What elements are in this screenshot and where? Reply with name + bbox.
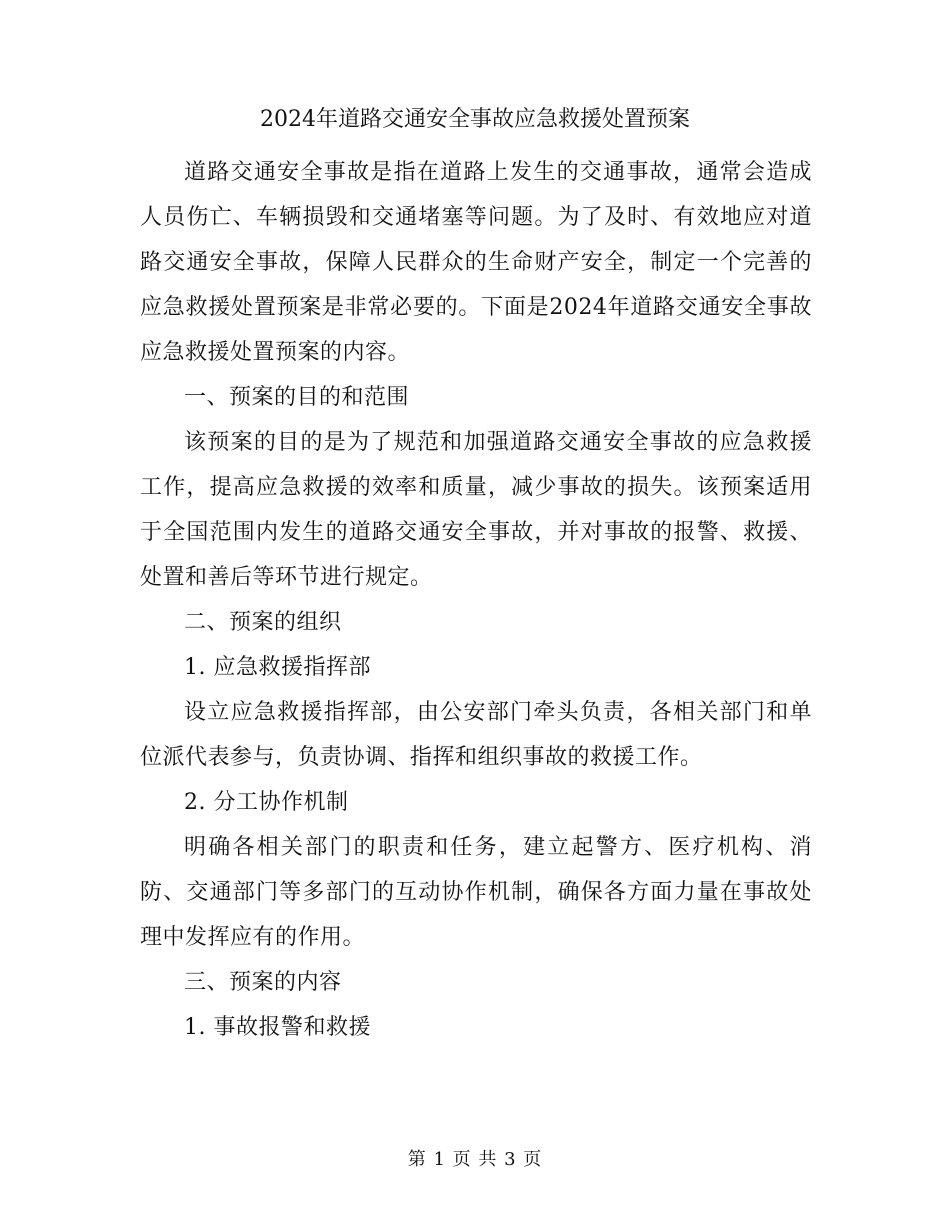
document-title: 2024年道路交通安全事故应急救援处置预案 [260,107,690,132]
section-2-heading: 二、预案的组织 [184,610,342,635]
section-2-sub-2-heading: 2. 分工协作机制 [184,790,349,815]
intro-paragraph: 道路交通安全事故是指在道路上发生的交通事故，通常会造成人员伤亡、车辆损毁和交通堵塞等问题。为了及时、有效地应对道路交通安全事故，保障人民群众的生命财产安全，制定一个完善的应急救援处置预案是非常必要的。下面是2024年道路交通安全事故应急救援处置预案的内容。 [140,160,812,365]
section-3-heading: 三、预案的内容 [184,970,342,995]
section-1-paragraph: 该预案的目的是为了规范和加强道路交通安全事故的应急救援工作，提高应急救援的效率和质量，减少事故的损失。该预案适用于全国范围内发生的道路交通安全事故，并对事故的报警、救援、处置和善后等环节进行规定。 [140,430,812,590]
section-2-sub-1-heading: 1. 应急救援指挥部 [184,655,371,680]
section-1-heading: 一、预案的目的和范围 [184,385,410,410]
section-2-sub-2-paragraph: 明确各相关部门的职责和任务，建立起警方、医疗机构、消防、交通部门等多部门的互动协作机制，确保各方面力量在事故处理中发挥应有的作用。 [140,835,812,950]
section-2-sub-1-paragraph: 设立应急救援指挥部，由公安部门牵头负责，各相关部门和单位派代表参与，负责协调、指挥和组织事故的救援工作。 [140,700,812,770]
page-number-footer: 第 1 页 共 3 页 [407,1149,543,1170]
section-3-sub-1-heading: 1. 事故报警和救援 [184,1015,371,1040]
document-body [140,150,812,1050]
